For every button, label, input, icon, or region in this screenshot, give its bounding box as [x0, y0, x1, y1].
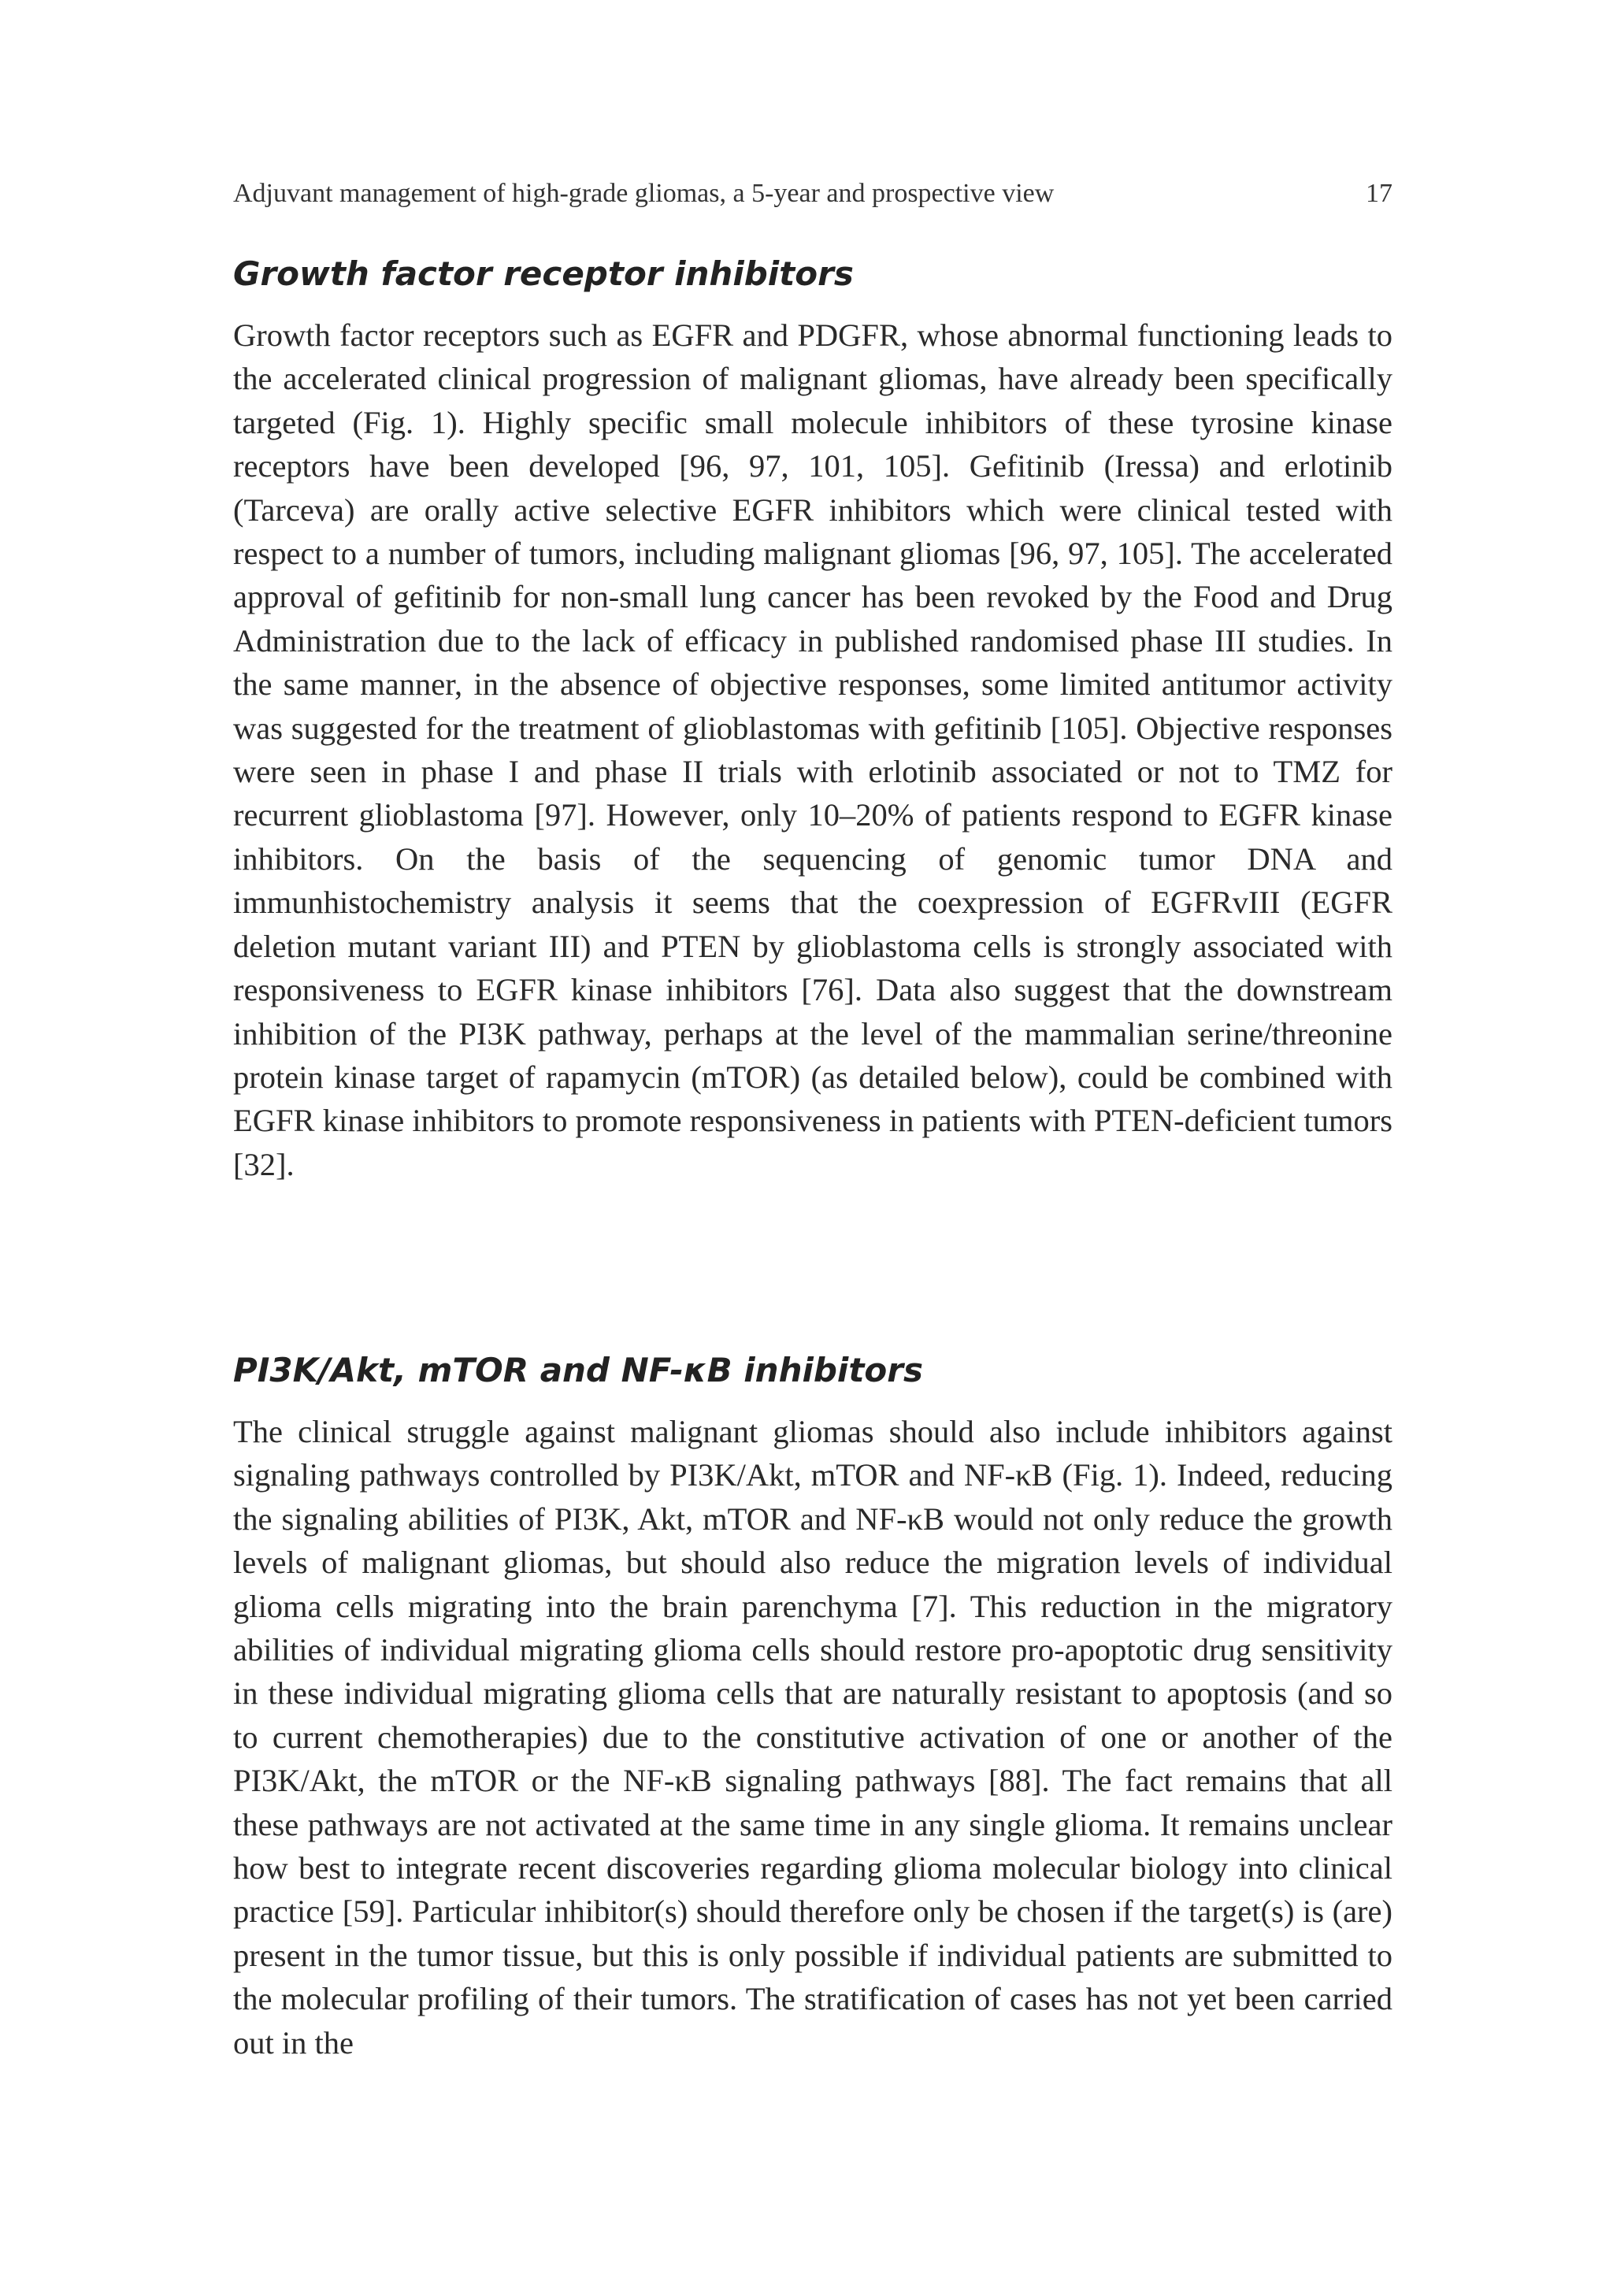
- page-number: 17: [1366, 179, 1392, 208]
- section-paragraph: The clinical struggle against malignant gliomas should also include inhibitors against signaling pathways controlled by PI3K/Akt, mTOR and NF-κB (Fig. 1). Indeed, reducing the signaling abilities of PI3K, Akt, mTOR and NF-κB would not only reduce the growth levels of malignant gliomas, but should also reduce the migration levels of individual glioma cells migrating into the brain parenchyma [7]. This reduction in the migratory abilities of individual migrating glioma cells should restore pro-apoptotic drug sensitivity in these individual migrating glioma cells that are naturally resistant to apoptosis (and so to current chemotherapies) due to the constitutive activation of one or another of the PI3K/Akt, the mTOR or the NF-κB signaling pathways [88]. The fact remains that all these pathways are not activated at the same time in any single glioma. It remains unclear how best to integrate recent discoveries regarding glioma molecular biology into clinical practice [59]. Particular inhibitor(s) should therefore only be chosen if the target(s) is (are) present in the tumor tissue, but this is only possible if individual patients are submitted to the molecular profiling of their tumors. The stratification of cases has not yet been carried out in the: [233, 1414, 1392, 2060]
- section-pi3k-akt-mtor-nfkb-inhibitors: [233, 1347, 1392, 2064]
- section-heading: Growth factor receptor inhibitors: [233, 254, 854, 293]
- section-growth-factor-receptor-inhibitors: [233, 250, 1392, 1186]
- section-heading: PI3K/Akt, mTOR and NF-κB inhibitors: [233, 1351, 923, 1389]
- running-header: [233, 175, 1392, 213]
- running-title: Adjuvant management of high-grade gliomas, a 5-year and prospective view: [233, 179, 1055, 208]
- section-paragraph: Growth factor receptors such as EGFR and PDGFR, whose abnormal functioning leads to the accelerated clinical progression of malignant gliomas, have already been specifically targeted (Fig. 1). Highly specific small molecule inhibitors of these tyrosine kinase receptors have been developed [96, 97, 101, 105]. Gefitinib (Iressa) and erlotinib (Tarceva) are orally active selective EGFR inhibitors which were clinical tested with respect to a number of tumors, including malignant gliomas [96, 97, 105]. The accelerated approval of gefitinib for non-small lung cancer has been revoked by the Food and Drug Administration due to the lack of efficacy in published randomised phase III studies. In the same manner, in the absence of objective responses, some limited antitumor activity was suggested for the treatment of glioblastomas with gefitinib [105]. Objective responses were seen in phase I and phase II trials with erlotinib associated or not to TMZ for recurrent glioblastoma [97]. However, only 10–20% of patients respond to EGFR kinase inhibitors. On the basis of the sequencing of genomic tumor DNA and immunhistochemistry analysis it seems that the coexpression of EGFRvIII (EGFR deletion mutant variant III) and PTEN by glioblastoma cells is strongly associated with responsiveness to EGFR kinase inhibitors [76]. Data also suggest that the downstream inhibition of the PI3K pathway, perhaps at the level of the mammalian serine/threonine protein kinase target of rapamycin (mTOR) (as detailed below), could be combined with EGFR kinase inhibitors to promote responsiveness in patients with PTEN-deficient tumors [32].: [233, 317, 1392, 1182]
